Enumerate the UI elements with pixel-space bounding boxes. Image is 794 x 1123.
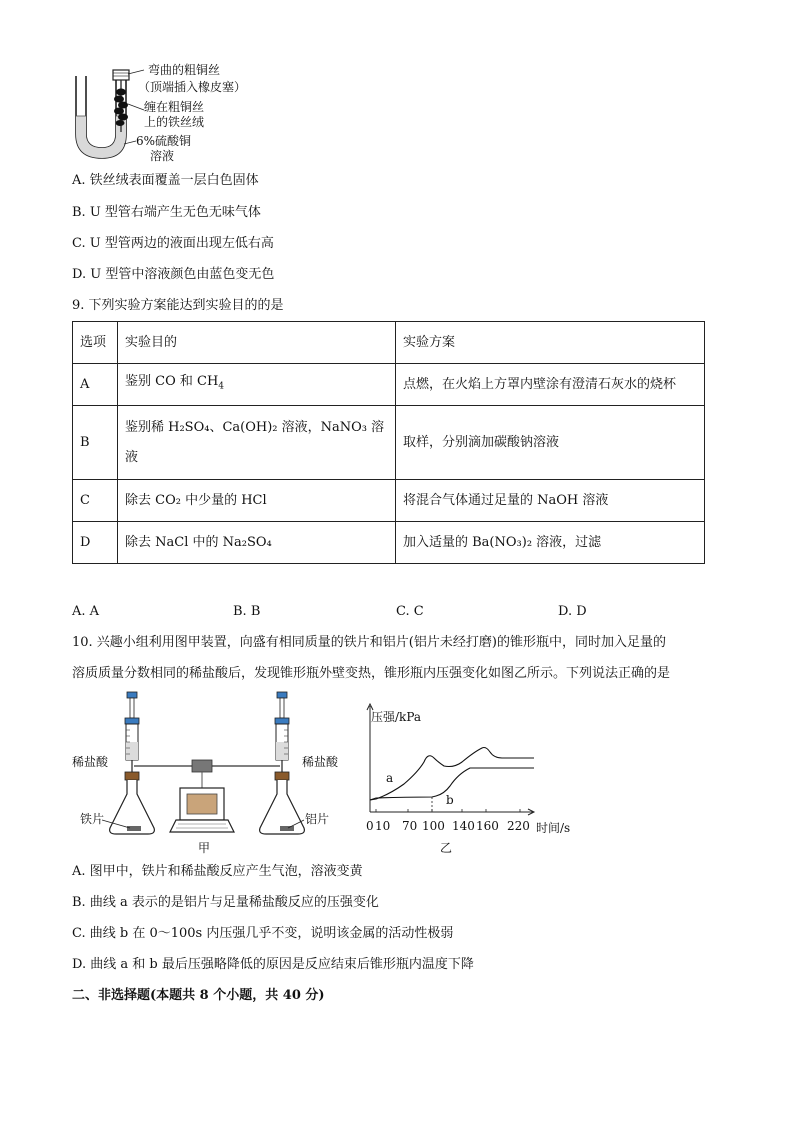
label-iron-wool-1: 缠在粗铜丝 — [144, 100, 205, 114]
table-header-row — [73, 322, 705, 364]
table-row — [73, 406, 705, 480]
table-row — [73, 522, 705, 564]
label-acid-left: 稀盐酸 — [72, 755, 109, 769]
row-option: D — [73, 522, 118, 564]
row-option: C — [73, 480, 118, 522]
q9-choice-d: D. D — [558, 604, 587, 619]
tick-220: 220 — [507, 819, 530, 833]
graph-xlabel: 时间/s — [536, 821, 571, 835]
tick-160: 160 — [476, 819, 499, 833]
row-option: B — [73, 406, 118, 480]
q8-option-b: B. U 型管右端产生无色无味气体 — [72, 205, 261, 220]
header-purpose: 实验目的 — [118, 322, 396, 364]
table-row — [73, 480, 705, 522]
row-option: A — [73, 364, 118, 406]
label-iron: 铁片 — [80, 812, 105, 826]
q10-option-d: D. 曲线 a 和 b 最后压强略降低的原因是反应结束后锥形瓶内温度下降 — [72, 957, 474, 972]
q9-choice-c: C. C — [396, 604, 424, 619]
q8-option-a: A. 铁丝绒表面覆盖一层白色固体 — [72, 173, 259, 188]
q10-option-b: B. 曲线 a 表示的是铝片与足量稀盐酸反应的压强变化 — [72, 895, 379, 910]
header-plan: 实验方案 — [396, 322, 705, 364]
q10-option-c: C. 曲线 b 在 0～100s 内压强几乎不变，说明该金属的活动性极弱 — [72, 926, 454, 941]
q9-stem: 9. 下列实验方案能达到实验目的的是 — [72, 298, 284, 313]
caption-yi: 乙 — [440, 841, 453, 855]
label-copper-wire: 弯曲的粗铜丝 — [148, 63, 221, 77]
label-solution-1: 6%硫酸铜 — [136, 134, 192, 148]
label-solution-2: 溶液 — [150, 149, 175, 163]
graph-ylabel: 压强/kPa — [371, 710, 422, 724]
row-plan: 将混合气体通过足量的 NaOH 溶液 — [396, 480, 705, 522]
label-copper-wire-note: （顶端插入橡皮塞） — [138, 80, 247, 94]
tick-0: 0 — [366, 819, 374, 833]
q10-stem-line2: 溶质质量分数相同的稀盐酸后，发现锥形瓶外壁变热，锥形瓶内压强变化如图乙所示。下列说法正确的是 — [72, 666, 671, 681]
row-purpose: 除去 CO₂ 中少量的 HCl — [118, 480, 396, 522]
q9-table — [72, 321, 705, 564]
q10-option-a: A. 图甲中，铁片和稀盐酸反应产生气泡，溶液变黄 — [72, 864, 363, 879]
label-acid-right: 稀盐酸 — [302, 755, 339, 769]
left-syringe — [125, 692, 139, 772]
row-plan: 加入适量的 Ba(NO₃)₂ 溶液，过滤 — [396, 522, 705, 564]
q10-stem-line1: 10. 兴趣小组利用图甲装置，向盛有相同质量的铁片和铝片(铝片未经打磨)的锥形瓶中，同时加入足量的 — [72, 635, 666, 650]
header-option: 选项 — [73, 322, 118, 364]
q8-option-d: D. U 型管中溶液颜色由蓝色变无色 — [72, 267, 275, 282]
q9-choice-b: B. B — [233, 604, 261, 619]
caption-jia: 甲 — [198, 841, 211, 855]
row-plan: 取样，分别滴加碳酸钠溶液 — [396, 406, 705, 480]
section-heading: 二、非选择题(本题共 8 个小题，共 40 分) — [72, 988, 325, 1003]
q9-choice-a: A. A — [72, 604, 100, 619]
tick-140: 140 — [452, 819, 475, 833]
tick-100: 100 — [422, 819, 445, 833]
q8-option-c: C. U 型管两边的液面出现左低右高 — [72, 236, 274, 251]
row-purpose: 鉴别 CO 和 $CH_4$ — [118, 364, 396, 406]
table-row — [73, 364, 705, 406]
curve-a-label: a — [386, 771, 394, 785]
row-plan: 点燃，在火焰上方罩内壁涂有澄清石灰水的烧杯 — [396, 364, 705, 406]
tick-70: 70 — [402, 819, 418, 833]
right-syringe — [275, 692, 289, 772]
tick-10: 10 — [375, 819, 391, 833]
label-aluminum: 铝片 — [305, 812, 330, 826]
row-purpose: 鉴别稀 H₂SO₄、Ca(OH)₂ 溶液，NaNO₃ 溶 液 — [118, 406, 396, 480]
curve-b-label: b — [446, 793, 454, 807]
row-purpose: 除去 NaCl 中的 Na₂SO₄ — [118, 522, 396, 564]
label-iron-wool-2: 上的铁丝绒 — [144, 115, 205, 129]
